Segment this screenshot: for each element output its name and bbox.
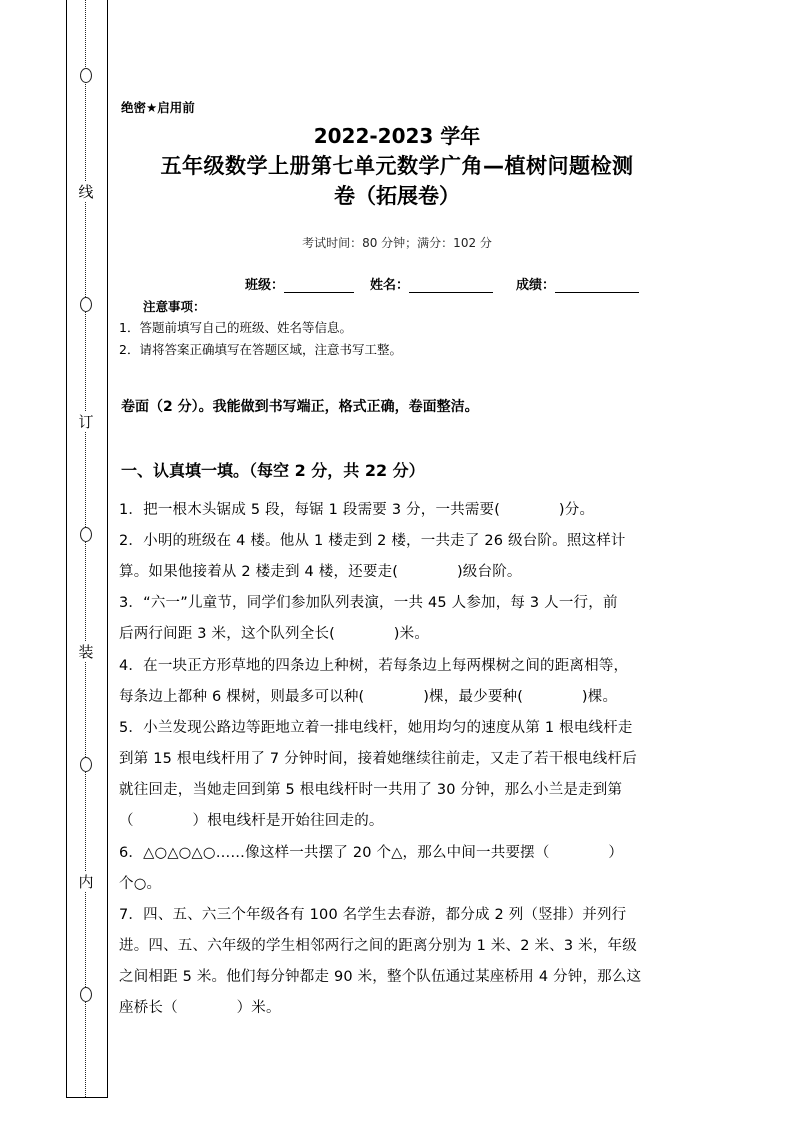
neatness-statement: 卷面（2 分）。我能做到书写端正，格式正确，卷面整洁。 bbox=[121, 399, 479, 415]
note-item: 1．答题前填写自己的班级、姓名等信息。 bbox=[119, 320, 352, 335]
question-line: 3．“六一”儿童节，同学们参加队列表演，一共 45 人参加，每 3 人一行，前 bbox=[119, 595, 618, 611]
school-year: 2022-2023 学年 bbox=[313, 124, 481, 148]
question-line: 就往回走，当她走回到第 5 根电线杆时一共用了 30 分钟，那么小兰是走到第 bbox=[119, 782, 623, 798]
notes-title: 注意事项： bbox=[143, 299, 206, 314]
name-field bbox=[370, 274, 493, 293]
page-title: 五年级数学上册第七单元数学广角—植树问题检测 bbox=[160, 154, 634, 178]
question-line: 7．四、五、六三个年级各有 100 名学生去春游，都分成 2 列（竖排）并列行 bbox=[119, 907, 627, 923]
class-blank[interactable] bbox=[284, 278, 354, 293]
name-blank[interactable] bbox=[409, 278, 493, 293]
binding-mark-xian: 线 bbox=[76, 182, 96, 202]
question-line: 之间相距 5 米。他们每分钟都走 90 米，整个队伍通过某座桥用 4 分钟，那么这 bbox=[119, 969, 642, 985]
question-line: 6．△○△○△○……像这样一共摆了 20 个△，那么中间一共要摆（ ） bbox=[119, 845, 624, 861]
binding-mark-zhuang: 装 bbox=[76, 642, 96, 662]
page-title-line2: 卷（拓展卷） bbox=[334, 184, 460, 208]
score-label: 成绩： bbox=[516, 278, 556, 293]
question-line: 算。如果他接着从 2 楼走到 4 楼，还要走( )级台阶。 bbox=[119, 564, 522, 580]
question-line: 每条边上都种 6 棵树，则最多可以种( )棵，最少要种( )棵。 bbox=[119, 689, 618, 705]
question-line: 到第 15 根电线杆用了 7 分钟时间，接着她继续往前走，又走了若干根电线杆后 bbox=[119, 751, 637, 767]
binding-mark-nei: 内 bbox=[76, 872, 96, 892]
question-line: 2．小明的班级在 4 楼。他从 1 楼走到 2 楼，一共走了 26 级台阶。照这样计 bbox=[119, 533, 626, 549]
question-line: 4．在一块正方形草地的四条边上种树，若每条边上每两棵树之间的距离相等， bbox=[119, 658, 629, 674]
class-field bbox=[245, 274, 354, 293]
score-field bbox=[516, 274, 639, 293]
note-item: 2．请将答案正确填写在答题区域，注意书写工整。 bbox=[119, 342, 402, 357]
question-line: 后两行间距 3 米，这个队列全长( )米。 bbox=[119, 626, 430, 642]
exam-info: 考试时间：80 分钟；满分：102 分 bbox=[302, 236, 492, 250]
question-line: （ ）根电线杆是开始往回走的。 bbox=[119, 813, 384, 829]
question-line: 1．把一根木头锯成 5 段，每锯 1 段需要 3 分，一共需要( )分。 bbox=[119, 502, 595, 518]
section-heading: 一、认真填一填。（每空 2 分，共 22 分） bbox=[121, 461, 425, 480]
class-label: 班级： bbox=[245, 278, 285, 293]
question-line: 个○。 bbox=[119, 876, 162, 892]
question-line: 5．小兰发现公路边等距地立着一排电线杆，她用均匀的速度从第 1 根电线杆走 bbox=[119, 720, 633, 736]
question-line: 座桥长（ ）米。 bbox=[119, 1000, 281, 1016]
question-line: 进。四、五、六年级的学生相邻两行之间的距离分别为 1 米、2 米、3 米，年级 bbox=[119, 938, 637, 954]
binding-mark-ding: 订 bbox=[76, 412, 96, 432]
name-label: 姓名： bbox=[370, 278, 410, 293]
score-blank[interactable] bbox=[555, 278, 639, 293]
confidential-label: 绝密★启用前 bbox=[121, 100, 195, 115]
